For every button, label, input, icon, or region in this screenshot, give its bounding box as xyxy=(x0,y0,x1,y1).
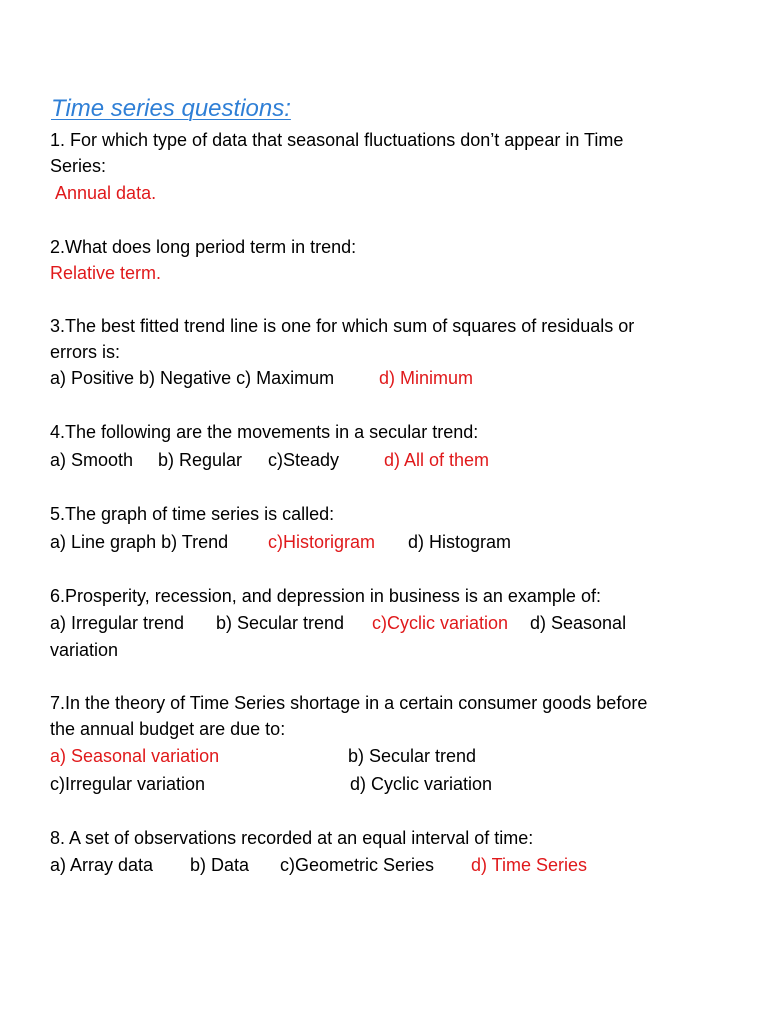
question-7-answer: a) Seasonal variation xyxy=(50,746,220,766)
question-8-text: 8. A set of observations recorded at an equal interval of time: xyxy=(50,828,534,848)
question-5-answer: c)Historigram xyxy=(268,532,376,552)
question-4-text: 4.The following are the movements in a secular trend: xyxy=(50,422,479,442)
question-7-option-c: c)Irregular variation xyxy=(50,774,206,794)
question-6-option-d: d) Seasonal xyxy=(530,613,627,633)
question-4-answer: d) All of them xyxy=(384,450,490,470)
question-5-options: a) Line graph b) Trend xyxy=(50,532,229,552)
question-4-option-c: c)Steady xyxy=(268,450,340,470)
question-8-option-b: b) Data xyxy=(190,855,250,875)
question-5-option-d: d) Histogram xyxy=(408,532,512,552)
question-4-option-b: b) Regular xyxy=(158,450,243,470)
question-8-option-c: c)Geometric Series xyxy=(280,855,435,875)
question-8-option-a: a) Array data xyxy=(50,855,154,875)
question-3-options: a) Positive b) Negative c) Maximum xyxy=(50,368,335,388)
question-7-text-cont: the annual budget are due to: xyxy=(50,719,286,739)
question-4-option-a: a) Smooth xyxy=(50,450,134,470)
question-6-text: 6.Prosperity, recession, and depression in business is an example of: xyxy=(50,586,601,606)
question-1-text-cont: Series: xyxy=(50,156,107,176)
question-7-text: 7.In the theory of Time Series shortage in a certain consumer goods before xyxy=(50,693,648,713)
question-8-answer: d) Time Series xyxy=(471,855,588,875)
question-5-text: 5.The graph of time series is called: xyxy=(50,504,335,524)
question-1-text: 1. For which type of data that seasonal fluctuations don’t appear in Time xyxy=(50,130,624,150)
question-1-answer: Annual data. xyxy=(55,183,157,203)
question-6-answer: c)Cyclic variation xyxy=(372,613,509,633)
question-3-answer: d) Minimum xyxy=(379,368,474,388)
question-7-option-b: b) Secular trend xyxy=(348,746,477,766)
question-7-option-d: d) Cyclic variation xyxy=(350,774,493,794)
question-6-option-b: b) Secular trend xyxy=(216,613,345,633)
question-6-option-a: a) Irregular trend xyxy=(50,613,185,633)
question-6-option-d-cont: variation xyxy=(50,640,119,660)
question-2-text: 2.What does long period term in trend: xyxy=(50,237,357,257)
question-2-answer: Relative term. xyxy=(50,263,162,283)
question-3-text: 3.The best fitted trend line is one for which sum of squares of residuals or xyxy=(50,316,635,336)
question-3-text-cont: errors is: xyxy=(50,342,121,362)
page-title: Time series questions: xyxy=(51,95,291,122)
